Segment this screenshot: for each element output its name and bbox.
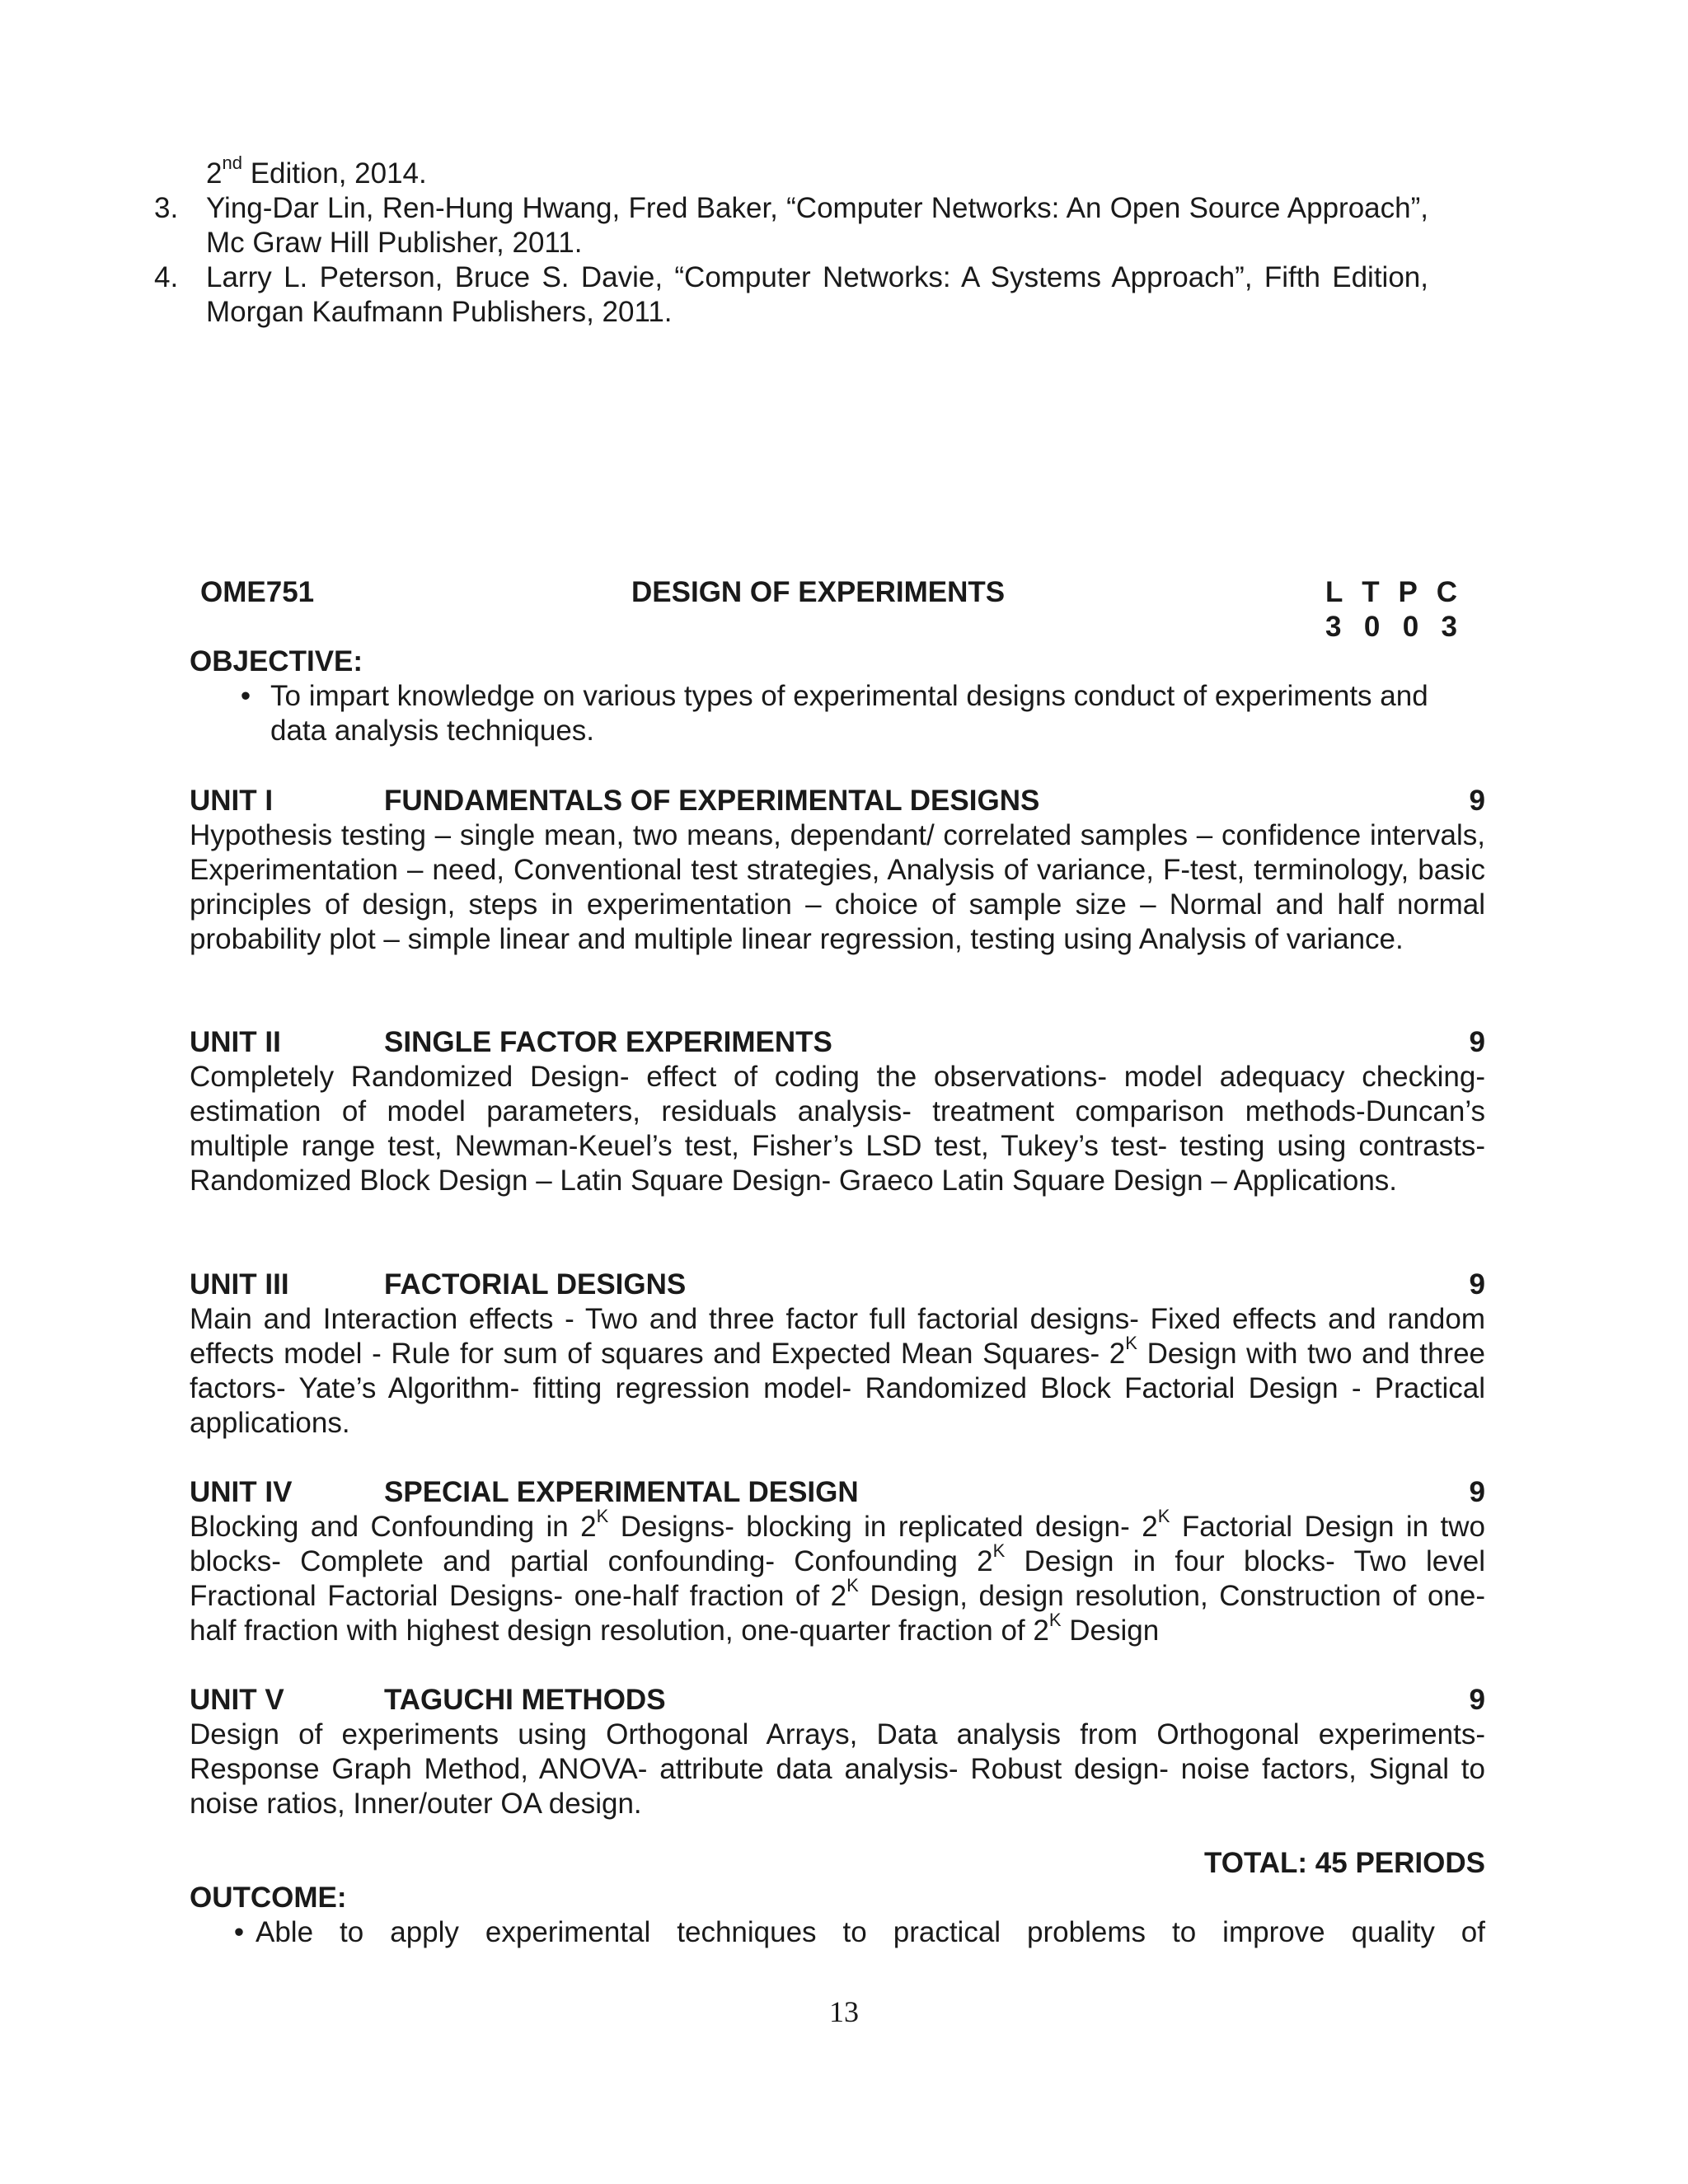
unit-2-section xyxy=(190,1025,1485,1198)
unit-hours: 9 xyxy=(1469,1026,1485,1058)
objective-section xyxy=(190,644,1485,748)
ltpc-credits xyxy=(1325,575,1457,644)
unit-number: UNIT III xyxy=(190,1268,289,1301)
reference-edition-suffix: nd xyxy=(222,152,242,174)
unit-hours: 9 xyxy=(1469,1476,1485,1508)
unit-number: UNIT V xyxy=(190,1684,284,1716)
unit-body: Design of experiments using Orthogonal Arrays, Data analysis from Orthogonal experiments- Response Graph Method, ANOVA- attribute data analysis- Robust design- noise factors, Signal to noise ratios, Inner/outer OA design. xyxy=(190,1718,1485,1820)
unit-body-text: Factorial Design in two blocks- Complete and partial confounding- Confounding 2 xyxy=(190,1511,1486,1577)
objective-text: To impart knowledge on various types of experimental designs conduct of experiments and data analysis techniques. xyxy=(270,680,1428,747)
unit-body: Completely Randomized Design- effect of coding the observations- model adequacy checking- estimation of model parameters, residuals analysis- treatment comparison methods-Duncan’s multiple range test, Newman-Keuel’s test, Fisher’s LSD test, Tukey’s test- testing using contrasts- Randomized Block Design – Latin Square Design- Graeco Latin Square Design – Applications. xyxy=(190,1061,1485,1197)
reference-number: 3. xyxy=(154,192,179,224)
page-number: 13 xyxy=(829,1995,859,2028)
unit-body: Hypothesis testing – single mean, two means, dependant/ correlated samples – confidence intervals, Experimentation – need, Conventional test strategies, Analysis of variance, F-test, terminology, basic principles of design, steps in experimentation – choice of sample size – Normal and half normal probability plot – simple linear and multiple linear regression, testing using Analysis of variance. xyxy=(190,819,1485,955)
reference-edition-number: 2 xyxy=(206,157,223,190)
outcome-text: Able to apply experimental techniques to practical problems to improve quality of xyxy=(256,1916,1485,1948)
unit-4-section xyxy=(190,1475,1485,1648)
reference-item xyxy=(154,260,1428,330)
unit-body-text: Main and Interaction effects - Two and three factor full factorial designs- Fixed effects and random effects model - Rule for sum of squares and Expected Mean Squares- 2 xyxy=(190,1303,1485,1370)
outcome-section xyxy=(190,1881,1485,1950)
unit-1-heading xyxy=(190,784,1485,818)
superscript-k: K xyxy=(846,1575,859,1596)
superscript-k: K xyxy=(1125,1333,1137,1354)
unit-4-heading xyxy=(190,1475,1485,1510)
unit-body-text: Design, design resolution, Construction of one-half fraction with highest design resolution, one-quarter fraction of 2 xyxy=(190,1580,1485,1647)
superscript-k: K xyxy=(596,1506,609,1527)
reference-number: 4. xyxy=(154,261,179,293)
unit-body-text: Design with two and three factors- Yate’s Algorithm- fitting regression model- Randomized Block Factorial Design - Practical applications. xyxy=(190,1338,1486,1439)
superscript-k: K xyxy=(1048,1610,1062,1631)
course-title: DESIGN OF EXPERIMENTS xyxy=(631,576,1006,608)
unit-body xyxy=(190,1506,1486,1648)
ltpc-label-p: P xyxy=(1398,576,1418,608)
ltpc-value-t: 0 xyxy=(1363,611,1381,643)
superscript-k: K xyxy=(992,1540,1006,1562)
reference-item xyxy=(154,191,1428,260)
unit-1-section xyxy=(190,784,1485,957)
unit-3-section xyxy=(190,1268,1485,1441)
unit-body-text: Blocking and Confounding in 2 xyxy=(190,1511,597,1543)
ltpc-values xyxy=(1325,610,1457,644)
bullet-icon: • xyxy=(233,1916,245,1948)
objective-bullet-item xyxy=(190,679,1474,748)
ltpc-label-l: L xyxy=(1325,576,1343,608)
course-header xyxy=(200,575,1457,646)
unit-title: TAGUCHI METHODS xyxy=(384,1684,666,1716)
ltpc-label-t: T xyxy=(1362,576,1380,608)
unit-hours: 9 xyxy=(1469,785,1485,817)
unit-title: FUNDAMENTALS OF EXPERIMENTAL DESIGNS xyxy=(384,785,1040,817)
ltpc-value-p: 0 xyxy=(1402,611,1419,643)
unit-number: UNIT II xyxy=(190,1026,281,1058)
unit-body xyxy=(190,1302,1485,1441)
course-code: OME751 xyxy=(200,576,315,608)
unit-5-section xyxy=(190,1683,1485,1821)
unit-hours: 9 xyxy=(1469,1684,1485,1716)
unit-5-heading xyxy=(190,1683,1485,1718)
unit-body-text: Designs- blocking in replicated design- 2 xyxy=(608,1511,1158,1543)
unit-number: UNIT I xyxy=(190,785,274,817)
ltpc-label-c: C xyxy=(1436,576,1457,608)
superscript-k: K xyxy=(1157,1506,1170,1527)
ltpc-value-l: 3 xyxy=(1325,611,1342,643)
unit-2-heading xyxy=(190,1025,1485,1060)
unit-title: FACTORIAL DESIGNS xyxy=(384,1268,687,1301)
ltpc-value-c: 3 xyxy=(1441,611,1457,643)
unit-body-text: Design in four blocks- Two level Fractional Factorial Designs- one-half fraction of 2 xyxy=(190,1545,1485,1612)
objective-heading: OBJECTIVE: xyxy=(190,645,363,677)
unit-body-text: Design xyxy=(1061,1615,1160,1647)
reference-text: Larry L. Peterson, Bruce S. Davie, “Computer Networks: A Systems Approach”, Fifth Edition, Morgan Kaufmann Publishers, 2011. xyxy=(206,261,1428,328)
ltpc-labels xyxy=(1325,575,1457,610)
total-periods: TOTAL: 45 PERIODS xyxy=(1204,1847,1485,1879)
references-list xyxy=(154,152,1428,330)
unit-title: SINGLE FACTOR EXPERIMENTS xyxy=(384,1026,832,1058)
unit-hours: 9 xyxy=(1469,1268,1485,1301)
reference-text: Ying-Dar Lin, Ren-Hung Hwang, Fred Baker, “Computer Networks: An Open Source Approach”, Mc Graw Hill Publisher, 2011. xyxy=(206,192,1428,259)
reference-continuation xyxy=(154,152,1428,191)
outcome-bullet-item xyxy=(190,1915,1485,1950)
unit-title: SPECIAL EXPERIMENTAL DESIGN xyxy=(384,1476,859,1508)
bullet-icon: • xyxy=(240,680,251,712)
outcome-heading: OUTCOME: xyxy=(190,1882,347,1914)
unit-3-heading xyxy=(190,1268,1485,1302)
reference-continuation-text: Edition, 2014. xyxy=(250,157,427,190)
unit-number: UNIT IV xyxy=(190,1476,293,1508)
